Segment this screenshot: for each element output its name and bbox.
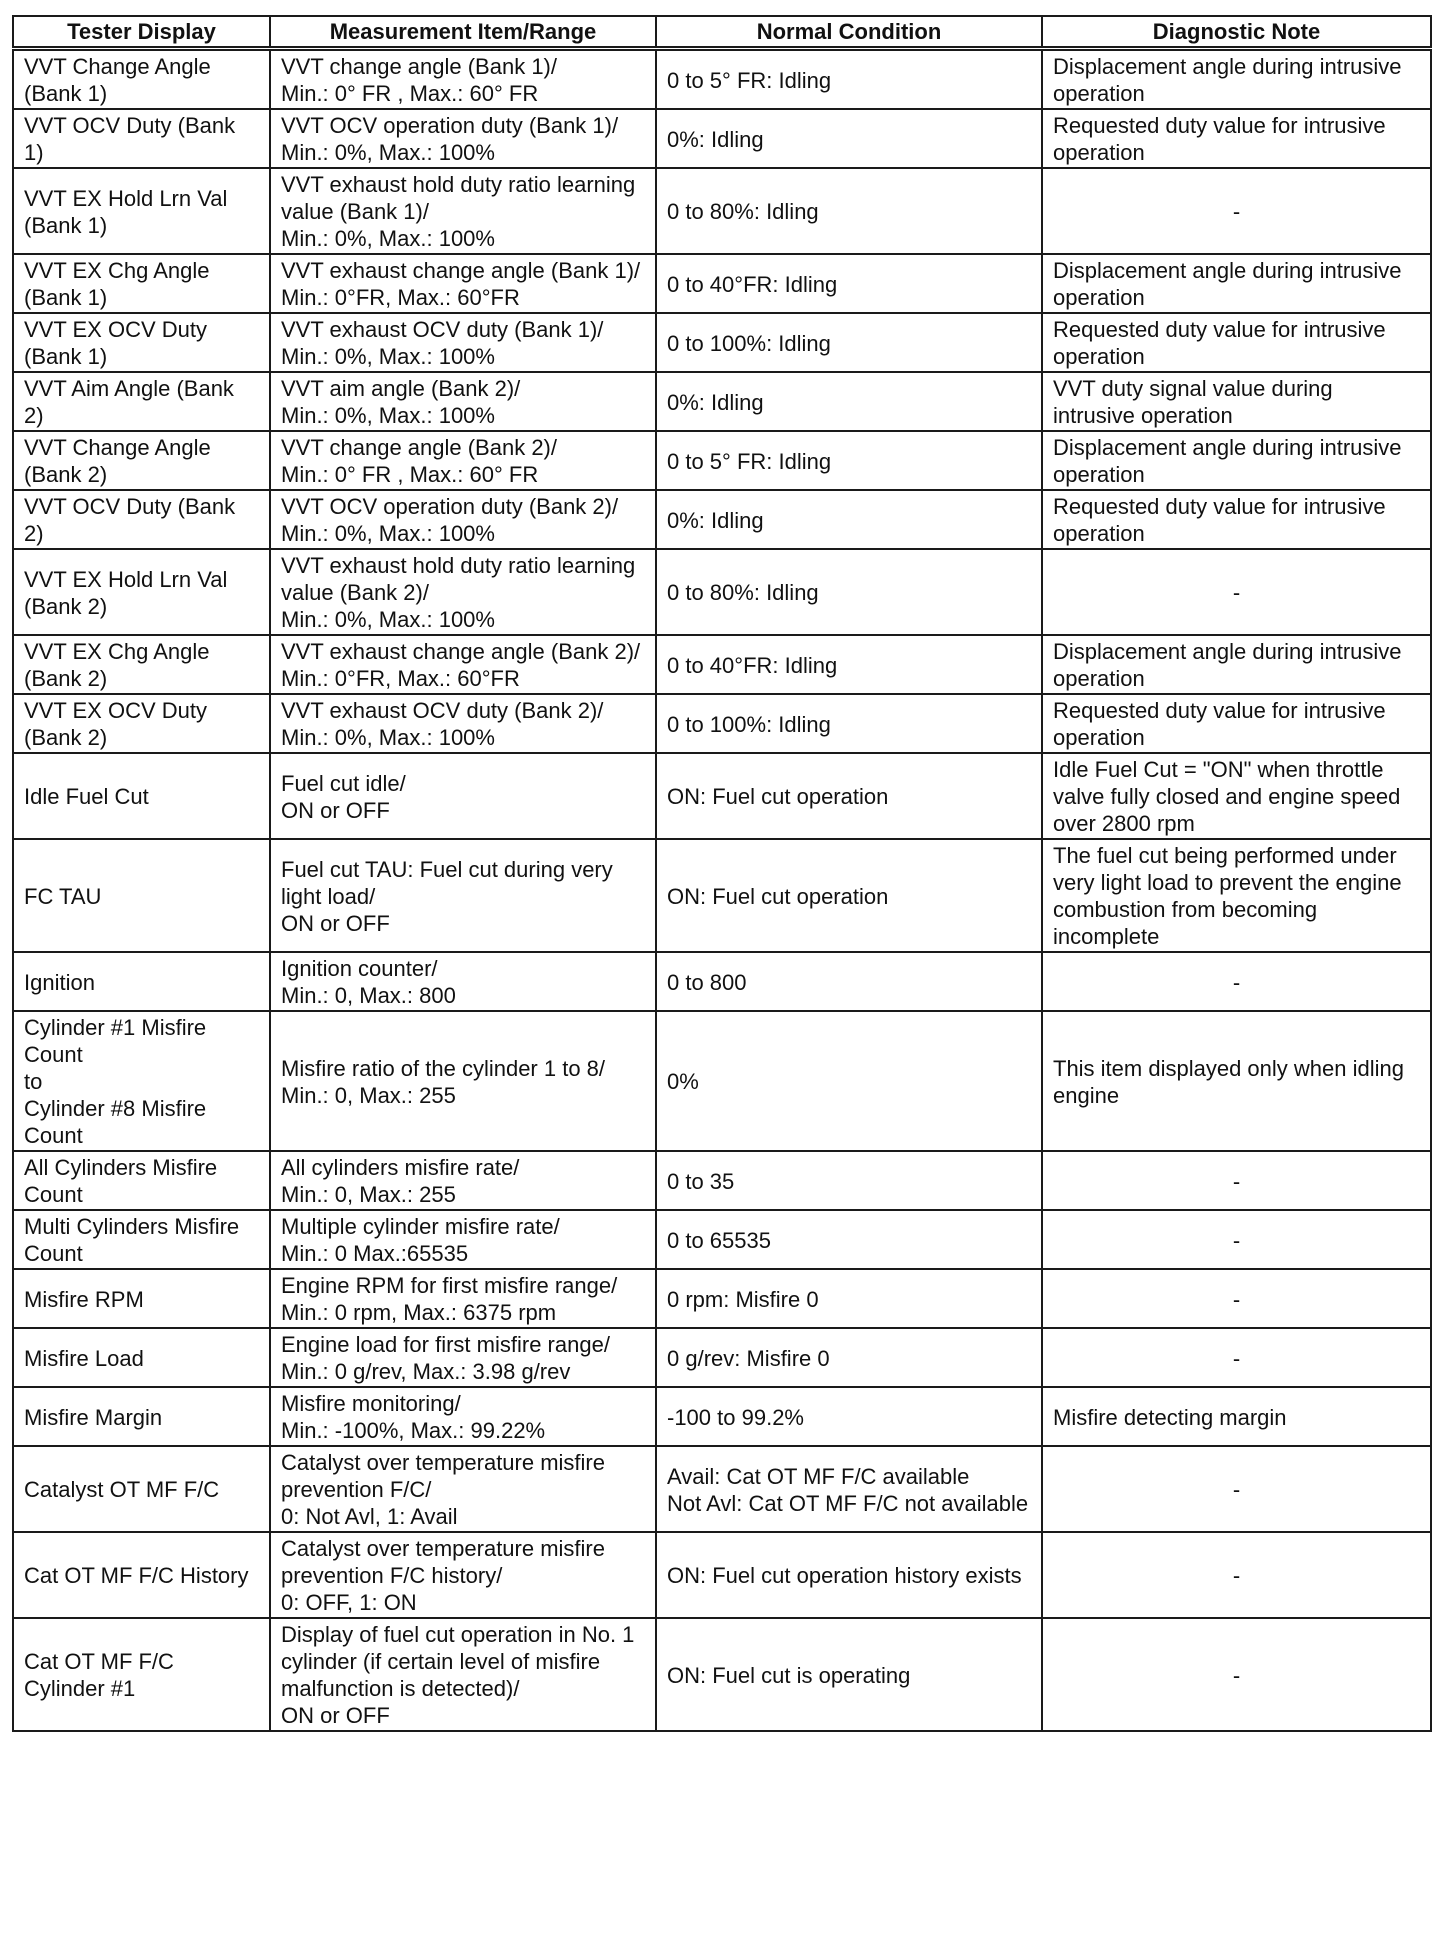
measurement-item-cell: Multiple cylinder misfire rate/ Min.: 0 Max.:65535 (270, 1210, 656, 1269)
diagnostic-note-cell: - (1042, 1210, 1431, 1269)
measurement-item-cell: Ignition counter/ Min.: 0, Max.: 800 (270, 952, 656, 1011)
measurement-item-cell: Misfire ratio of the cylinder 1 to 8/ Min.: 0, Max.: 255 (270, 1011, 656, 1151)
tester-display-cell: Catalyst OT MF F/C (13, 1446, 270, 1532)
measurement-item-cell: VVT change angle (Bank 2)/ Min.: 0° FR , Max.: 60° FR (270, 431, 656, 490)
normal-condition-cell: 0 to 100%: Idling (656, 694, 1042, 753)
measurement-item-cell: VVT change angle (Bank 1)/ Min.: 0° FR , Max.: 60° FR (270, 49, 656, 110)
diagnostic-note-cell: The fuel cut being performed under very light load to prevent the engine combustion from becoming incomplete (1042, 839, 1431, 952)
tester-display-cell: Idle Fuel Cut (13, 753, 270, 839)
diagnostic-note-cell: VVT duty signal value during intrusive operation (1042, 372, 1431, 431)
measurement-item-cell: VVT exhaust change angle (Bank 2)/ Min.: 0°FR, Max.: 60°FR (270, 635, 656, 694)
table-row (13, 1532, 1431, 1618)
normal-condition-cell: Avail: Cat OT MF F/C available Not Avl: Cat OT MF F/C not available (656, 1446, 1042, 1532)
tester-display-cell: VVT OCV Duty (Bank 1) (13, 109, 270, 168)
tester-display-cell: Cat OT MF F/C History (13, 1532, 270, 1618)
table-row (13, 1011, 1431, 1151)
measurement-item-cell: VVT exhaust OCV duty (Bank 1)/ Min.: 0%, Max.: 100% (270, 313, 656, 372)
tester-display-cell: VVT Aim Angle (Bank 2) (13, 372, 270, 431)
table-row (13, 1328, 1431, 1387)
normal-condition-cell: 0 to 40°FR: Idling (656, 635, 1042, 694)
measurement-item-cell: Display of fuel cut operation in No. 1 cylinder (if certain level of misfire malfunction is detected)/ ON or OFF (270, 1618, 656, 1731)
diagnostic-note-cell: Displacement angle during intrusive operation (1042, 49, 1431, 110)
tester-display-cell: VVT EX Chg Angle (Bank 1) (13, 254, 270, 313)
diagnostic-note-cell: Requested duty value for intrusive operation (1042, 490, 1431, 549)
measurement-item-cell: Engine load for first misfire range/ Min.: 0 g/rev, Max.: 3.98 g/rev (270, 1328, 656, 1387)
header-tester-display: Tester Display (13, 16, 270, 49)
normal-condition-cell: -100 to 99.2% (656, 1387, 1042, 1446)
diagnostic-note-cell: Idle Fuel Cut = "ON" when throttle valve fully closed and engine speed over 2800 rpm (1042, 753, 1431, 839)
tester-display-cell: VVT Change Angle (Bank 2) (13, 431, 270, 490)
normal-condition-cell: 0 to 80%: Idling (656, 168, 1042, 254)
normal-condition-cell: ON: Fuel cut operation (656, 839, 1042, 952)
normal-condition-cell: 0 rpm: Misfire 0 (656, 1269, 1042, 1328)
normal-condition-cell: 0 to 65535 (656, 1210, 1042, 1269)
normal-condition-cell: 0% (656, 1011, 1042, 1151)
tester-display-cell: Misfire Margin (13, 1387, 270, 1446)
table-row (13, 1387, 1431, 1446)
normal-condition-cell: 0 to 5° FR: Idling (656, 431, 1042, 490)
header-diagnostic-note: Diagnostic Note (1042, 16, 1431, 49)
diagnostic-note-cell: Requested duty value for intrusive operation (1042, 313, 1431, 372)
diagnostic-note-cell: - (1042, 549, 1431, 635)
table-row (13, 1446, 1431, 1532)
table-row (13, 753, 1431, 839)
normal-condition-cell: 0 to 5° FR: Idling (656, 49, 1042, 110)
measurement-item-cell: Catalyst over temperature misfire prevention F/C history/ 0: OFF, 1: ON (270, 1532, 656, 1618)
diagnostic-note-cell: Displacement angle during intrusive operation (1042, 635, 1431, 694)
measurement-item-cell: VVT exhaust hold duty ratio learning value (Bank 1)/ Min.: 0%, Max.: 100% (270, 168, 656, 254)
normal-condition-cell: 0 to 800 (656, 952, 1042, 1011)
measurement-item-cell: VVT exhaust change angle (Bank 1)/ Min.: 0°FR, Max.: 60°FR (270, 254, 656, 313)
table-header (13, 16, 1431, 49)
header-row (13, 16, 1431, 49)
tester-display-cell: Multi Cylinders Misfire Count (13, 1210, 270, 1269)
tester-display-cell: FC TAU (13, 839, 270, 952)
normal-condition-cell: 0 to 80%: Idling (656, 549, 1042, 635)
diagnostic-note-cell: - (1042, 1269, 1431, 1328)
tester-display-cell: VVT EX Hold Lrn Val (Bank 2) (13, 549, 270, 635)
diagnostic-note-cell: - (1042, 1328, 1431, 1387)
measurement-item-cell: Fuel cut idle/ ON or OFF (270, 753, 656, 839)
table-row (13, 549, 1431, 635)
diagnostic-note-cell: Requested duty value for intrusive operation (1042, 109, 1431, 168)
normal-condition-cell: 0 to 35 (656, 1151, 1042, 1210)
table-row (13, 635, 1431, 694)
table-row (13, 952, 1431, 1011)
diagnostic-note-cell: - (1042, 952, 1431, 1011)
measurement-item-cell: VVT exhaust hold duty ratio learning value (Bank 2)/ Min.: 0%, Max.: 100% (270, 549, 656, 635)
tester-display-cell: VVT EX OCV Duty (Bank 2) (13, 694, 270, 753)
diagnostic-note-cell: Misfire detecting margin (1042, 1387, 1431, 1446)
header-normal-condition: Normal Condition (656, 16, 1042, 49)
table-row (13, 313, 1431, 372)
header-measurement-item: Measurement Item/Range (270, 16, 656, 49)
normal-condition-cell: 0%: Idling (656, 372, 1042, 431)
diagnostic-note-cell: Displacement angle during intrusive operation (1042, 254, 1431, 313)
tester-display-cell: Ignition (13, 952, 270, 1011)
measurement-item-cell: Misfire monitoring/ Min.: -100%, Max.: 99.22% (270, 1387, 656, 1446)
measurement-item-cell: VVT exhaust OCV duty (Bank 2)/ Min.: 0%, Max.: 100% (270, 694, 656, 753)
normal-condition-cell: ON: Fuel cut operation history exists (656, 1532, 1042, 1618)
normal-condition-cell: 0%: Idling (656, 109, 1042, 168)
table-row (13, 109, 1431, 168)
measurement-item-cell: VVT OCV operation duty (Bank 2)/ Min.: 0%, Max.: 100% (270, 490, 656, 549)
table-row (13, 431, 1431, 490)
measurement-item-cell: Engine RPM for first misfire range/ Min.: 0 rpm, Max.: 6375 rpm (270, 1269, 656, 1328)
measurement-item-cell: VVT aim angle (Bank 2)/ Min.: 0%, Max.: 100% (270, 372, 656, 431)
tester-display-cell: VVT EX Hold Lrn Val (Bank 1) (13, 168, 270, 254)
normal-condition-cell: 0 g/rev: Misfire 0 (656, 1328, 1042, 1387)
table-row (13, 168, 1431, 254)
table-row (13, 372, 1431, 431)
tester-display-cell: VVT EX OCV Duty (Bank 1) (13, 313, 270, 372)
normal-condition-cell: 0%: Idling (656, 490, 1042, 549)
tester-display-cell: VVT Change Angle (Bank 1) (13, 49, 270, 110)
normal-condition-cell: ON: Fuel cut is operating (656, 1618, 1042, 1731)
table-body (13, 49, 1431, 1732)
diagnostic-note-cell: Displacement angle during intrusive operation (1042, 431, 1431, 490)
diagnostic-note-cell: Requested duty value for intrusive operation (1042, 694, 1431, 753)
table-row (13, 49, 1431, 110)
table-row (13, 694, 1431, 753)
measurement-item-cell: Fuel cut TAU: Fuel cut during very light load/ ON or OFF (270, 839, 656, 952)
normal-condition-cell: ON: Fuel cut operation (656, 753, 1042, 839)
diagnostic-note-cell: - (1042, 1532, 1431, 1618)
diagnostic-note-cell: - (1042, 1618, 1431, 1731)
table-row (13, 1269, 1431, 1328)
tester-display-cell: Cylinder #1 Misfire Count to Cylinder #8 Misfire Count (13, 1011, 270, 1151)
tester-display-cell: Misfire Load (13, 1328, 270, 1387)
measurement-item-cell: VVT OCV operation duty (Bank 1)/ Min.: 0%, Max.: 100% (270, 109, 656, 168)
normal-condition-cell: 0 to 100%: Idling (656, 313, 1042, 372)
diagnostic-data-table (12, 15, 1432, 1732)
tester-display-cell: Cat OT MF F/C Cylinder #1 (13, 1618, 270, 1731)
measurement-item-cell: Catalyst over temperature misfire prevention F/C/ 0: Not Avl, 1: Avail (270, 1446, 656, 1532)
normal-condition-cell: 0 to 40°FR: Idling (656, 254, 1042, 313)
diagnostic-note-cell: This item displayed only when idling engine (1042, 1011, 1431, 1151)
table-row (13, 490, 1431, 549)
measurement-item-cell: All cylinders misfire rate/ Min.: 0, Max.: 255 (270, 1151, 656, 1210)
diagnostic-note-cell: - (1042, 1151, 1431, 1210)
table-row (13, 1618, 1431, 1731)
table-row (13, 1151, 1431, 1210)
table-row (13, 254, 1431, 313)
diagnostic-note-cell: - (1042, 168, 1431, 254)
table-row (13, 839, 1431, 952)
tester-display-cell: Misfire RPM (13, 1269, 270, 1328)
tester-display-cell: VVT EX Chg Angle (Bank 2) (13, 635, 270, 694)
tester-display-cell: All Cylinders Misfire Count (13, 1151, 270, 1210)
tester-display-cell: VVT OCV Duty (Bank 2) (13, 490, 270, 549)
table-row (13, 1210, 1431, 1269)
diagnostic-note-cell: - (1042, 1446, 1431, 1532)
